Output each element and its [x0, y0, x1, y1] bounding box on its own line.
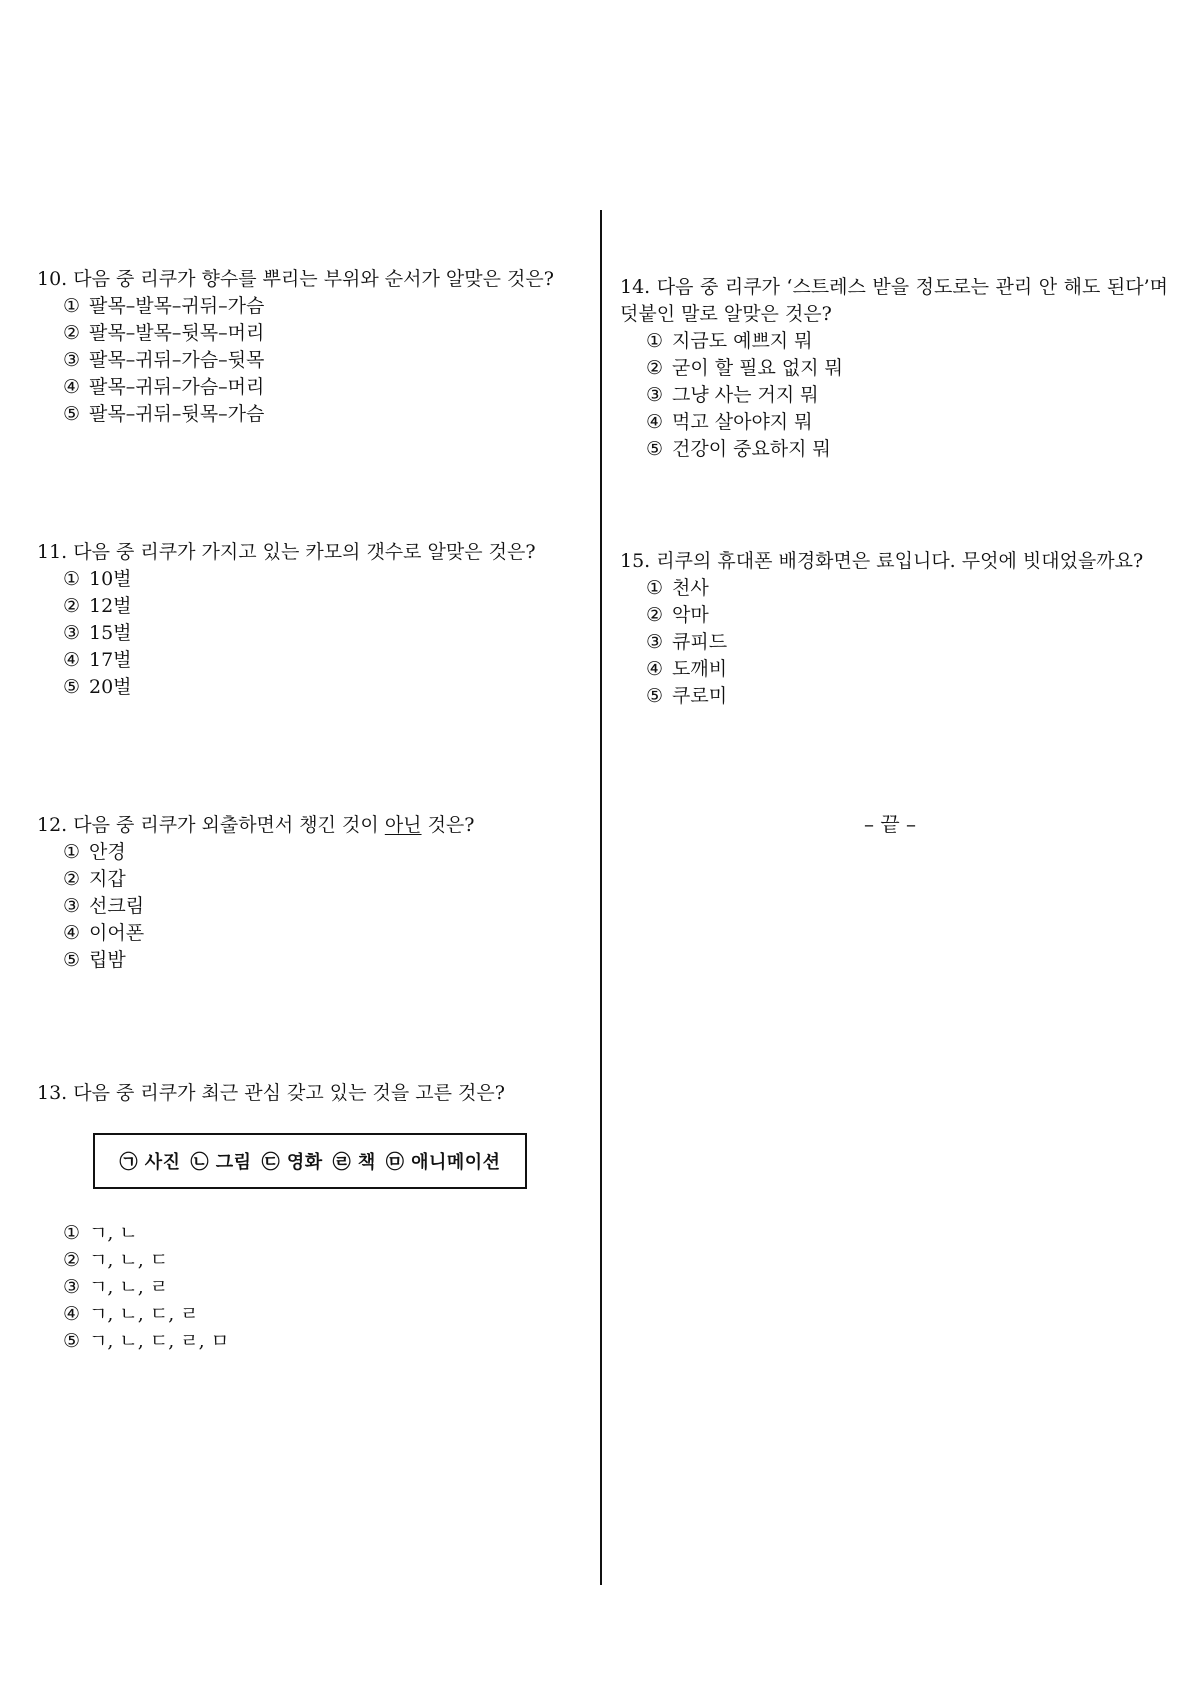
option-mark: ⑤: [646, 438, 664, 460]
bogi-mark: ㉡: [190, 1152, 210, 1173]
option-text: 선크림: [89, 895, 145, 917]
option-mark: ⑤: [63, 403, 81, 425]
option-text: 지금도 예쁘지 뭐: [672, 330, 813, 352]
option-1[interactable]: [646, 575, 1168, 602]
option-mark: ⑤: [63, 1330, 81, 1352]
option-mark: ①: [646, 577, 664, 599]
option-5[interactable]: [646, 436, 1168, 463]
option-1[interactable]: [63, 839, 577, 866]
option-1[interactable]: [63, 1220, 577, 1247]
option-text: 건강이 중요하지 뭐: [672, 438, 831, 460]
bogi-item: [262, 1148, 323, 1174]
question-14: [620, 274, 1168, 463]
option-5[interactable]: [63, 674, 577, 701]
option-mark: ②: [63, 868, 81, 890]
end-mark: – 끝 –: [863, 812, 917, 836]
option-mark: ④: [63, 1303, 81, 1325]
question-stem: 13. 다음 중 리쿠가 최근 관심 갖고 있는 것을 고른 것은?: [37, 1082, 505, 1104]
option-text: 팔목–발목–귀뒤–가슴: [89, 295, 265, 317]
options-list: [37, 566, 577, 701]
bogi-text: 영화: [286, 1152, 323, 1173]
option-mark: ③: [63, 895, 81, 917]
question-stem: 14. 다음 중 리쿠가 ‘스트레스 받을 정도로는 관리 안 해도 된다’며 덧붙인 말로 알맞은 것은?: [620, 276, 1168, 325]
option-text: 팔목–귀뒤–가슴–머리: [89, 376, 265, 398]
option-4[interactable]: [63, 374, 577, 401]
option-mark: ④: [63, 649, 81, 671]
option-text: 지갑: [89, 868, 126, 890]
option-text: ㄱ, ㄴ: [89, 1222, 138, 1244]
option-2[interactable]: [63, 320, 577, 347]
option-mark: ②: [63, 1249, 81, 1271]
option-4[interactable]: [646, 409, 1168, 436]
option-5[interactable]: [63, 1328, 577, 1355]
option-text: 큐피드: [672, 631, 728, 653]
option-mark: ⑤: [63, 676, 81, 698]
stem-text: 12. 다음 중 리쿠가 외출하면서 챙긴 것이: [37, 814, 385, 836]
option-text: ㄱ, ㄴ, ㄷ, ㄹ: [89, 1303, 199, 1325]
option-text: ㄱ, ㄴ, ㄷ: [89, 1249, 169, 1271]
bogi-item: [333, 1148, 376, 1174]
option-text: 립밤: [89, 949, 126, 971]
bogi-text: 그림: [215, 1152, 252, 1173]
option-mark: ①: [63, 568, 81, 590]
options-list: [620, 328, 1168, 463]
option-mark: ③: [63, 349, 81, 371]
options-list: [37, 839, 577, 974]
question-11: [37, 539, 577, 701]
bogi-text: 애니메이션: [411, 1152, 501, 1173]
option-text: 17벌: [89, 649, 132, 671]
bogi-item: [386, 1148, 501, 1174]
option-5[interactable]: [646, 683, 1168, 710]
option-mark: ④: [646, 411, 664, 433]
option-mark: ④: [63, 376, 81, 398]
option-mark: ③: [63, 622, 81, 644]
option-text: 팔목–귀뒤–뒷목–가슴: [89, 403, 265, 425]
options-list: [37, 293, 577, 428]
option-3[interactable]: [63, 620, 577, 647]
option-4[interactable]: [63, 920, 577, 947]
option-mark: ②: [646, 357, 664, 379]
question-13-options: [37, 1220, 577, 1355]
option-2[interactable]: [646, 602, 1168, 629]
option-3[interactable]: [63, 893, 577, 920]
bogi-text: 책: [357, 1152, 376, 1173]
option-mark: ⑤: [646, 685, 664, 707]
option-1[interactable]: [646, 328, 1168, 355]
bogi-mark: ㉠: [119, 1152, 138, 1173]
bogi-mark: ㉢: [261, 1152, 281, 1173]
bogi-text: 사진: [144, 1152, 181, 1173]
option-text: 굳이 할 필요 없지 뭐: [672, 357, 843, 379]
options-list: [620, 575, 1168, 710]
option-mark: ②: [63, 322, 81, 344]
option-mark: ③: [646, 384, 664, 406]
option-text: 이어폰: [89, 922, 145, 944]
option-mark: ②: [646, 604, 664, 626]
option-text: 팔목–발목–뒷목–머리: [89, 322, 265, 344]
option-text: 먹고 살아야지 뭐: [672, 411, 813, 433]
option-3[interactable]: [646, 629, 1168, 656]
bogi-mark: ㉤: [385, 1152, 405, 1173]
option-2[interactable]: [646, 355, 1168, 382]
option-1[interactable]: [63, 566, 577, 593]
question-stem: 10. 다음 중 리쿠가 향수를 뿌리는 부위와 순서가 알맞은 것은?: [37, 268, 554, 290]
option-mark: ④: [646, 658, 664, 680]
column-divider: [600, 210, 602, 1585]
bogi-item: [191, 1148, 252, 1174]
option-3[interactable]: [63, 1274, 577, 1301]
option-2[interactable]: [63, 866, 577, 893]
question-stem: 11. 다음 중 리쿠가 가지고 있는 카모의 갯수로 알맞은 것은?: [37, 541, 536, 563]
option-4[interactable]: [63, 647, 577, 674]
option-text: 도깨비: [672, 658, 728, 680]
option-mark: ⑤: [63, 949, 81, 971]
stem-text: 것은?: [421, 814, 475, 836]
option-5[interactable]: [63, 947, 577, 974]
question-13: [37, 1080, 577, 1107]
option-mark: ③: [646, 631, 664, 653]
option-text: 20벌: [89, 676, 132, 698]
option-text: 10벌: [89, 568, 132, 590]
option-5[interactable]: [63, 401, 577, 428]
option-mark: ②: [63, 595, 81, 617]
option-2[interactable]: [63, 1247, 577, 1274]
option-mark: ④: [63, 922, 81, 944]
question-12: [37, 812, 577, 974]
question-15: [620, 548, 1168, 710]
option-4[interactable]: [63, 1301, 577, 1328]
option-text: 쿠로미: [672, 685, 728, 707]
option-text: 악마: [672, 604, 709, 626]
bogi-mark: ㉣: [332, 1152, 352, 1173]
option-text: 12벌: [89, 595, 132, 617]
option-text: ㄱ, ㄴ, ㄷ, ㄹ, ㅁ: [89, 1330, 230, 1352]
option-text: 천사: [672, 577, 709, 599]
option-1[interactable]: [63, 293, 577, 320]
question-stem: 15. 리쿠의 휴대폰 배경화면은 료입니다. 무엇에 빗대었을까요?: [620, 550, 1144, 572]
option-mark: ①: [63, 295, 81, 317]
option-mark: ①: [63, 1222, 81, 1244]
option-mark: ①: [63, 841, 81, 863]
options-list: [37, 1220, 577, 1355]
option-mark: ①: [646, 330, 664, 352]
option-3[interactable]: [646, 382, 1168, 409]
bogi-item: [119, 1148, 180, 1174]
option-4[interactable]: [646, 656, 1168, 683]
option-text: 팔목–귀뒤–가슴–뒷목: [89, 349, 265, 371]
question-stem: [37, 812, 577, 839]
question-10: [37, 266, 577, 428]
option-text: 안경: [89, 841, 126, 863]
option-text: 15벌: [89, 622, 132, 644]
option-2[interactable]: [63, 593, 577, 620]
option-mark: ③: [63, 1276, 81, 1298]
stem-emphasis: 아닌: [384, 814, 422, 836]
option-3[interactable]: [63, 347, 577, 374]
option-text: ㄱ, ㄴ, ㄹ: [89, 1276, 169, 1298]
bogi-box: [93, 1133, 527, 1189]
option-text: 그냥 사는 거지 뭐: [672, 384, 819, 406]
